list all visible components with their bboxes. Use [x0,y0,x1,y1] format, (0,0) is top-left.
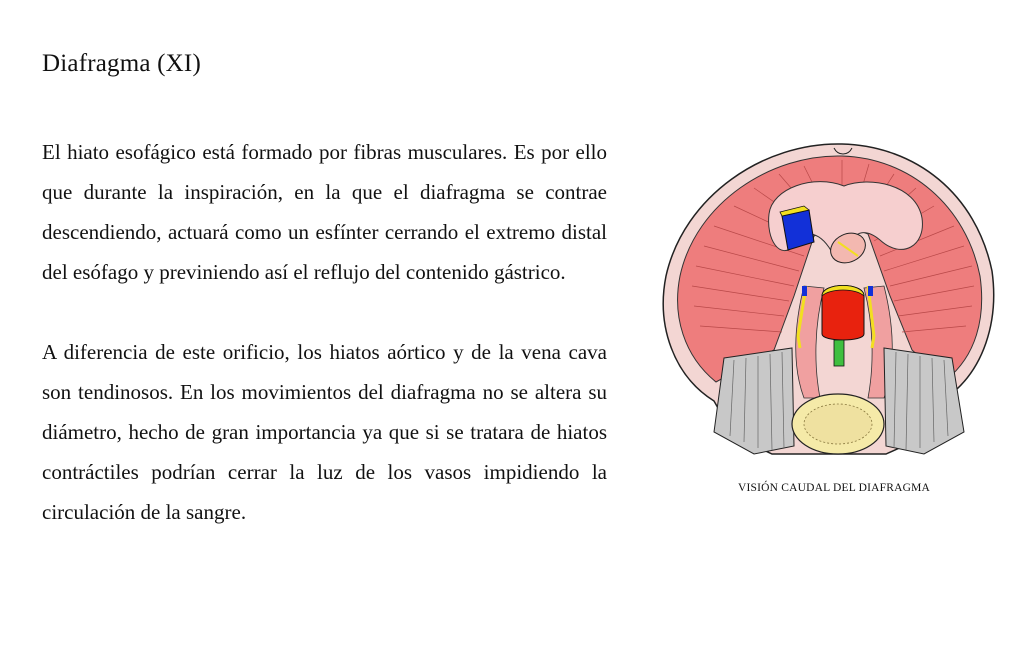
body-text [42,132,607,532]
thoracic-duct [834,340,844,366]
vena-cava [782,210,814,250]
paragraph-tendinous-hiatuses: A diferencia de este orificio, los hiatos aórtico y de la vena cava son tendinosos. En los movimientos del diafragma no se altera su diámetro, hecho de gran importancia ya que si se tratara de hiatos contráctiles podrían cerrar la luz de los vasos impidiendo la circulación de la sangre. [42,340,607,524]
page-title: Diafragma (XI) [42,50,201,77]
diaphragm-illustration [654,136,1004,466]
paragraph-esophageal-hiatus: El hiato esofágico está formado por fibras musculares. Es por ello que durante la inspiración, en la que el diafragma se contrae descendiendo, actuará como un esfínter cerrando el extremo distal del esófago y previniendo así el reflujo del contenido gástrico. [42,140,607,284]
figure-caption: VISIÓN CAUDAL DEL DIAFRAGMA [737,482,931,494]
aorta [822,286,864,341]
